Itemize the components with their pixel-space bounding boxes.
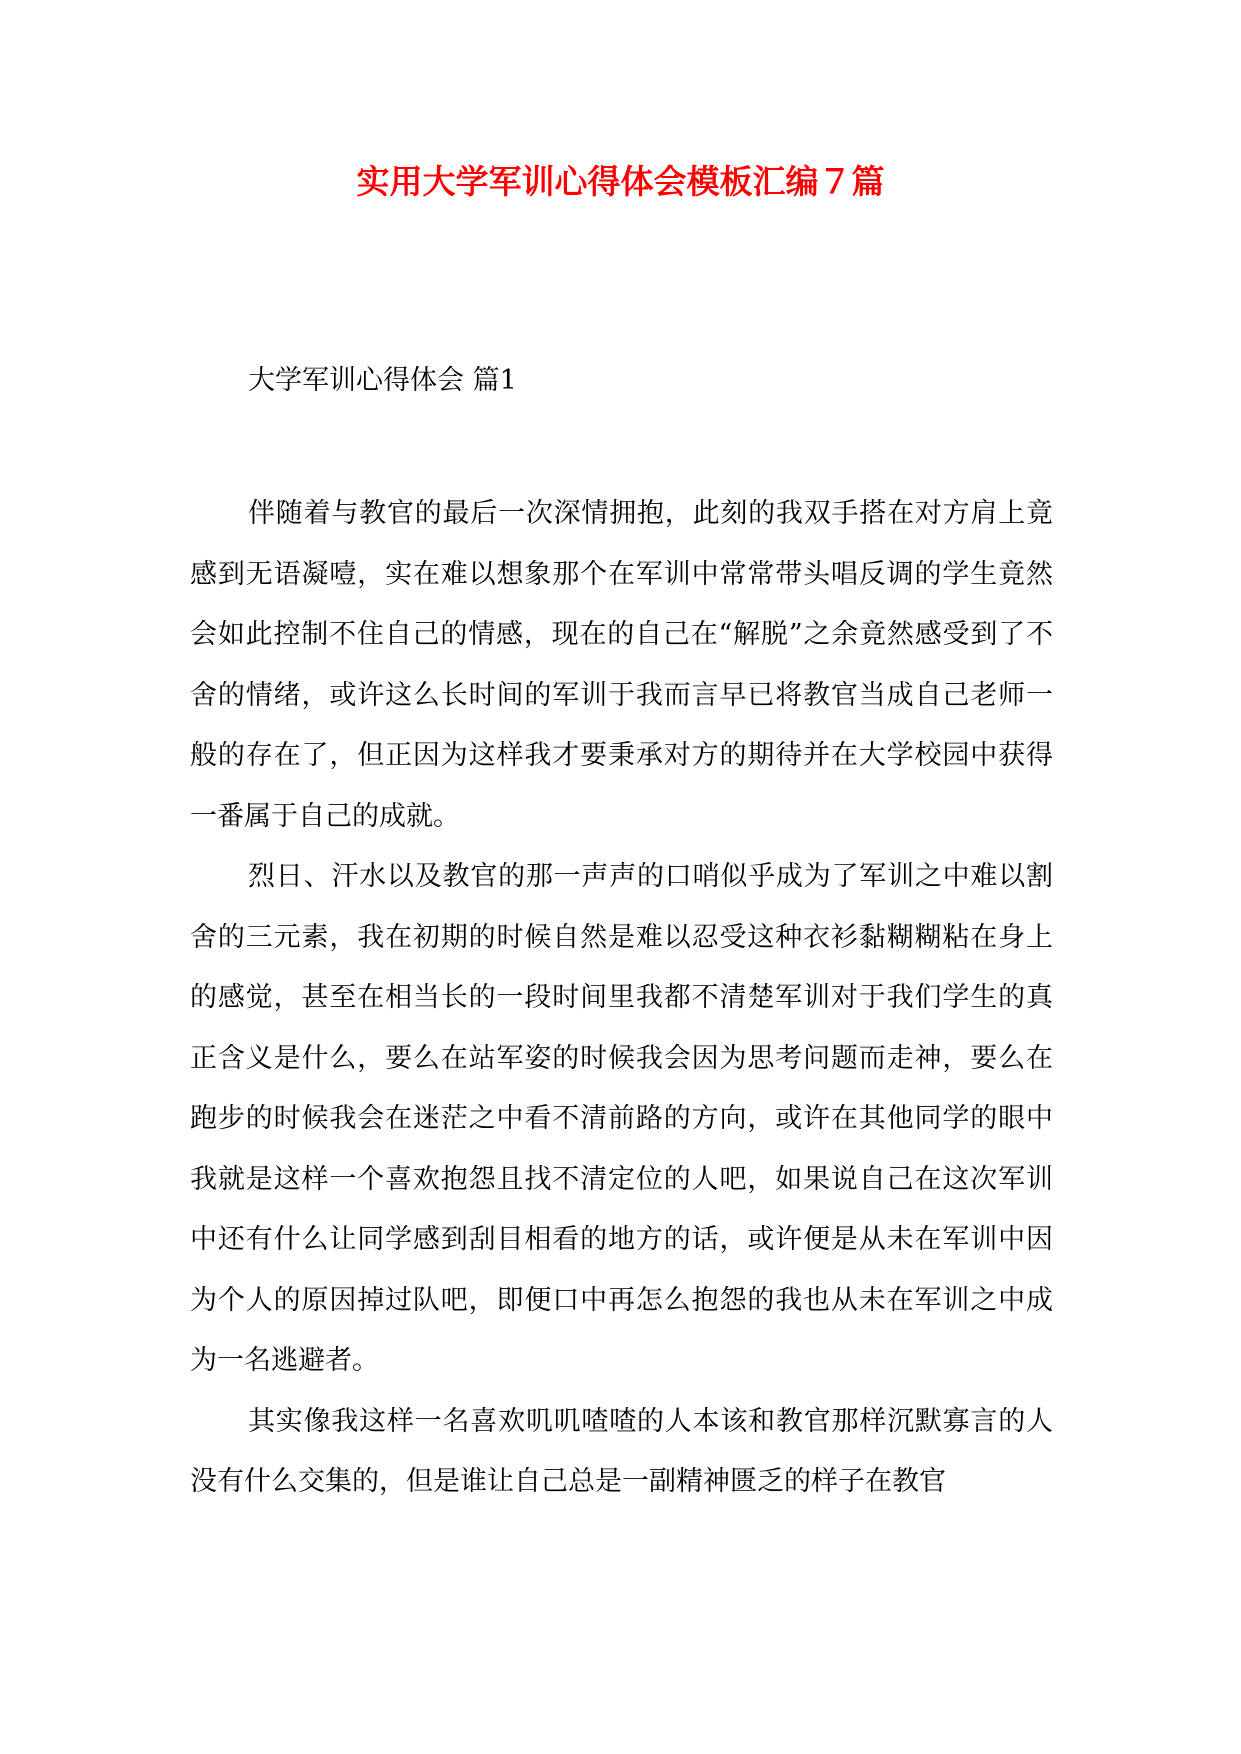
paragraph-3: 其实像我这样一名喜欢叽叽喳喳的人本该和教官那样沉默寡言的人没有什么交集的，但是谁让自己总是一副精神匮乏的样子在教官 [190,1405,1053,1497]
paragraph-2: 烈日、汗水以及教官的那一声声的口哨似乎成为了军训之中难以割舍的三元素，我在初期的时候自然是难以忍受这种衣衫黏糊糊粘在身上的感觉，甚至在相当长的一段时间里我都不清楚军训对于我们学生的真正含义是什么，要么在站军姿的时候我会因为思考问题而走神，要么在跑步的时候我会在迷茫之中看不清前路的方向，或许在其他同学的眼中我就是这样一个喜欢抱怨且找不清定位的人吧，如果说自己在这次军训中还有什么让同学感到刮目相看的地方的话，或许便是从未在军训中因为个人的原因掉过队吧，即便口中再怎么抱怨的我也从未在军训之中成为一名逃避者。 [190,861,1053,1376]
section-heading: 大学军训心得体会 篇1 [248,365,517,396]
document-body [190,484,1053,1513]
document-title: 实用大学军训心得体会模板汇编７篇 [356,162,885,201]
paragraph-1: 伴随着与教官的最后一次深情拥抱，此刻的我双手搭在对方肩上竟感到无语凝噎，实在难以想象那个在军训中常常带头唱反调的学生竟然会如此控制不住自己的情感，现在的自己在“解脱”之余竟然感受到了不舍的情绪，或许这么长时间的军训于我而言早已将教官当成自己老师一般的存在了，但正因为这样我才要秉承对方的期待并在大学校园中获得一番属于自己的成就。 [190,498,1053,832]
